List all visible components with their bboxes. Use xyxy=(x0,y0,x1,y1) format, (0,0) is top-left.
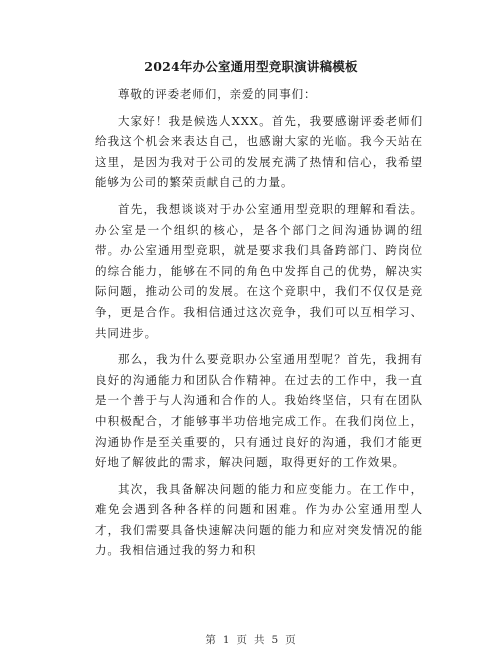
document-title: 2024年办公室通用型竞职演讲稿模板 xyxy=(144,59,358,74)
paragraph-3: 那么，我为什么要竞职办公室通用型呢？首先，我拥有良好的沟通能力和团队合作精神。在过去的工作中，我一直是一个善于与人沟通和合作的人。我始终坚信，只有在团队中积极配合，才能够事半功倍地完成工作。在我们岗位上，沟通协作是至关重要的，只有通过良好的沟通，我们才能更好地了解彼此的需求，解决问题，取得更好的工作效果。 xyxy=(95,352,423,470)
paragraph-4: 其次，我具备解决问题的能力和应变能力。在工作中，难免会遇到各种各样的问题和困难。作为办公室通用型人才，我们需要具备快速解决问题的能力和应对突发情况的能力。我相信通过我的努力和积 xyxy=(95,481,423,558)
greeting-line: 尊敬的评委老师们，亲爱的同事们： xyxy=(118,87,317,101)
document-body xyxy=(95,84,423,567)
footer-total-pages: 5 xyxy=(271,634,280,646)
footer-middle: 页 xyxy=(236,634,248,646)
paragraph-1: 大家好！我是候选人XXX。首先，我要感谢评委老师们给我这个机会来表达自己，也感谢大家的光临。我今天站在这里，是因为我对于公司的发展充满了热情和信心，我希望能够为公司的繁荣贡献自己的力量。 xyxy=(95,113,423,190)
footer-page-number: 1 xyxy=(222,634,231,646)
footer-total-prefix: 共 xyxy=(254,634,266,646)
footer-prefix: 第 xyxy=(205,634,217,646)
paragraph-2: 首先，我想谈谈对于办公室通用型竞职的理解和看法。办公室是一个组织的核心，是各个部门之间沟通协调的纽带。办公室通用型竞职，就是要求我们具备跨部门、跨岗位的综合能力，能够在不同的角色中发挥自己的优势，解决实际问题，推动公司的发展。在这个竞职中，我们不仅仅是竞争，更是合作。我相信通过这次竞争，我们可以互相学习、共同进步。 xyxy=(95,201,423,340)
page-footer xyxy=(0,632,502,647)
footer-suffix: 页 xyxy=(285,634,297,646)
